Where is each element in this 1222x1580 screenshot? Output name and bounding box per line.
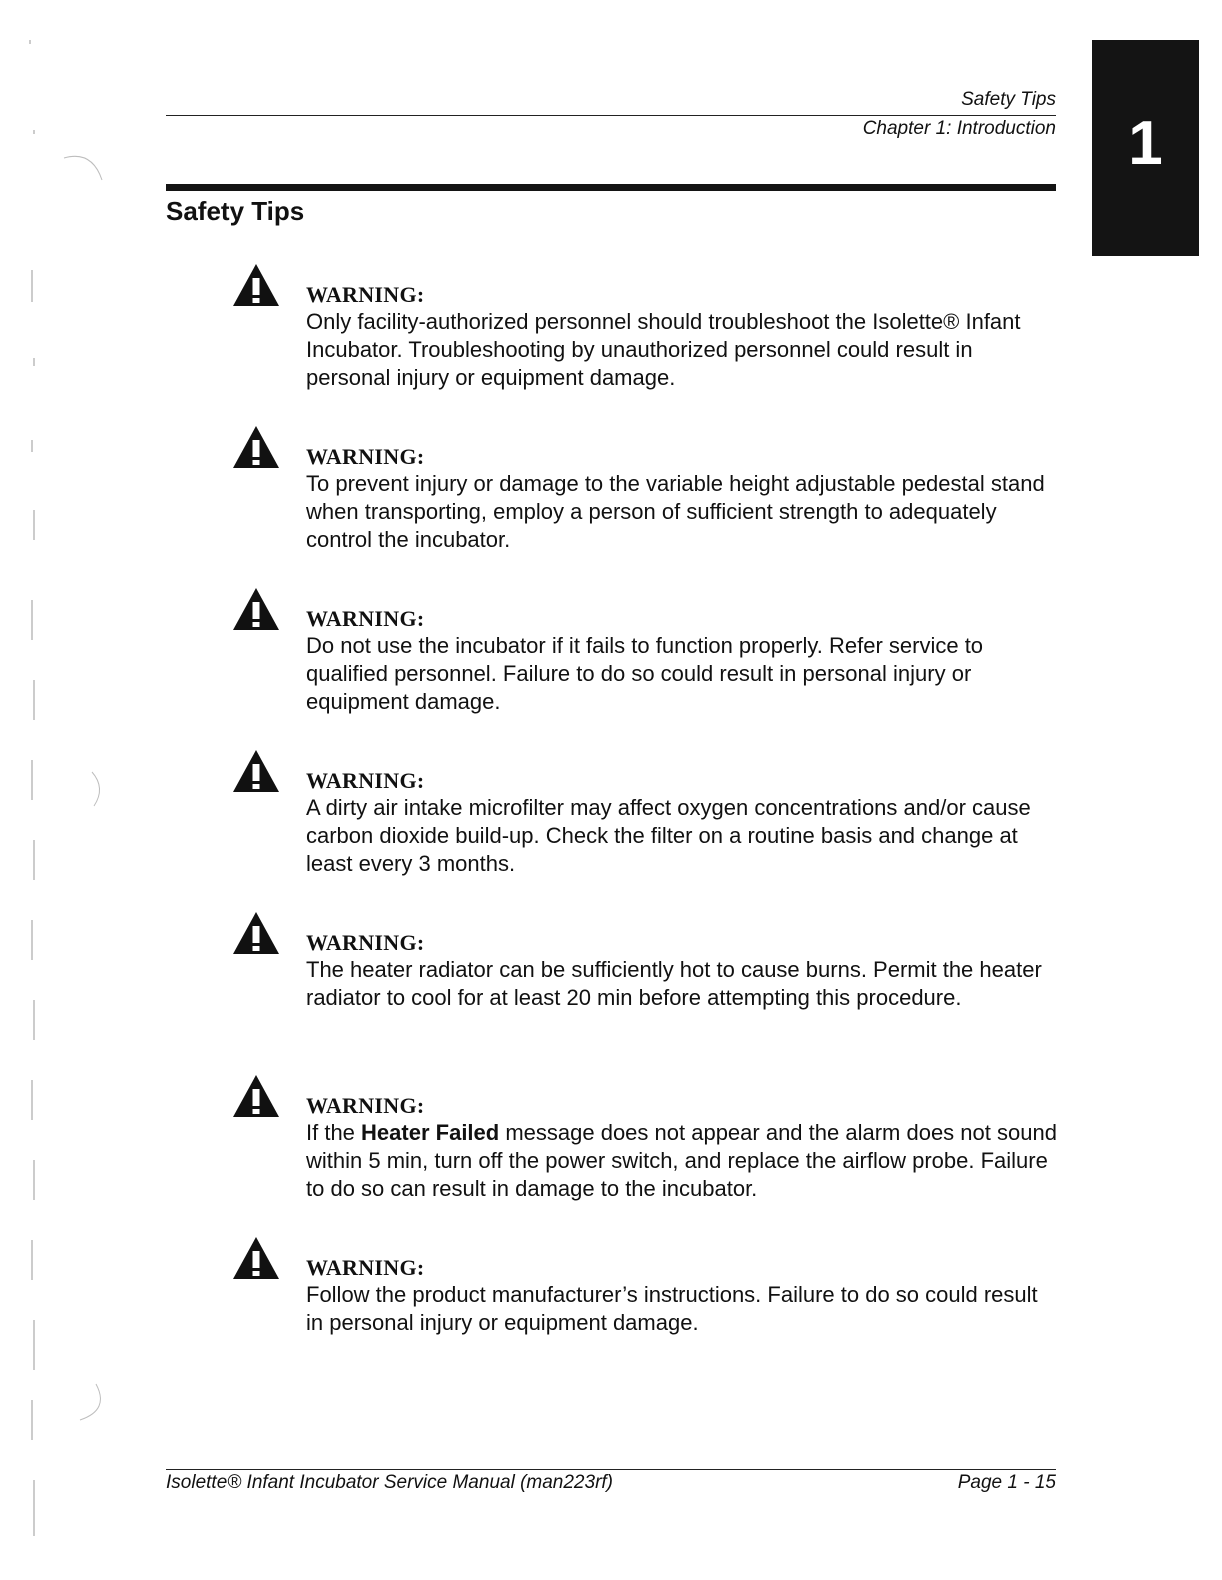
chapter-tab bbox=[1092, 40, 1199, 256]
running-header-section: Safety Tips bbox=[961, 89, 1056, 110]
running-header-chapter: Chapter 1: Introduction bbox=[862, 118, 1056, 139]
scan-artifact bbox=[62, 150, 112, 200]
scan-artifact bbox=[88, 770, 112, 810]
warning-triangle-icon bbox=[232, 749, 280, 793]
warning-triangle-icon bbox=[232, 425, 280, 469]
warning-label: WARNING: bbox=[306, 1093, 425, 1118]
binder-margin-marks bbox=[16, 40, 46, 1540]
warning-text-part: message does not appear and the alarm does not sound within 5 min, turn off the power switch, and replace the airflow probe. Failure to do so can result in damage to the incubator. bbox=[306, 1120, 1057, 1201]
heater-failed-message-name: Heater Failed bbox=[361, 1120, 500, 1145]
warning-triangle-icon bbox=[232, 911, 280, 955]
warning-triangle-icon bbox=[232, 587, 280, 631]
warning-text: The heater radiator can be sufficiently hot to cause burns. Permit the heater radiator to cool for at least 20 min before attempting this procedure. bbox=[306, 957, 1042, 1010]
warning-text: Do not use the incubator if it fails to function properly. Refer service to qualified personnel. Failure to do so could result in personal injury or equipment damage. bbox=[306, 633, 984, 714]
warning-triangle-icon bbox=[232, 1236, 280, 1280]
warning-text: To prevent injury or damage to the variable height adjustable pedestal stand when transporting, employ a person of sufficient strength to adequately control the incubator. bbox=[306, 471, 1045, 552]
warning-label: WARNING: bbox=[306, 606, 425, 631]
section-divider bbox=[166, 184, 1056, 191]
warning-text-part: If the bbox=[306, 1120, 362, 1145]
warning-label: WARNING: bbox=[306, 444, 425, 469]
warning-text bbox=[306, 1119, 1058, 1203]
footer-page-number: Page 1 - 15 bbox=[957, 1472, 1056, 1493]
warning-triangle-icon bbox=[232, 263, 280, 307]
header-divider bbox=[166, 115, 1056, 116]
chapter-tab-number: 1 bbox=[1128, 109, 1163, 178]
page-title: Safety Tips bbox=[166, 196, 305, 226]
footer-manual-title: Isolette® Infant Incubator Service Manual (man223rf) bbox=[166, 1472, 614, 1493]
footer-divider bbox=[166, 1469, 1056, 1470]
warning-label: WARNING: bbox=[306, 282, 425, 307]
warning-label: WARNING: bbox=[306, 930, 425, 955]
warning-text: Follow the product manufacturer’s instructions. Failure to do so could result in personal injury or equipment damage. bbox=[306, 1282, 1038, 1335]
warning-label: WARNING: bbox=[306, 1255, 425, 1280]
scan-artifact bbox=[60, 1380, 110, 1430]
warning-text: A dirty air intake microfilter may affect oxygen concentrations and/or cause carbon dioxide build-up. Check the filter on a routine basis and change at least every 3 months. bbox=[306, 795, 1031, 876]
warning-triangle-icon bbox=[232, 1074, 280, 1118]
warning-text: Only facility-authorized personnel should troubleshoot the Isolette® Infant Incubator. Troubleshooting by unauthorized personnel could result in personal injury or equipment damage. bbox=[306, 309, 1021, 390]
warning-label: WARNING: bbox=[306, 768, 425, 793]
